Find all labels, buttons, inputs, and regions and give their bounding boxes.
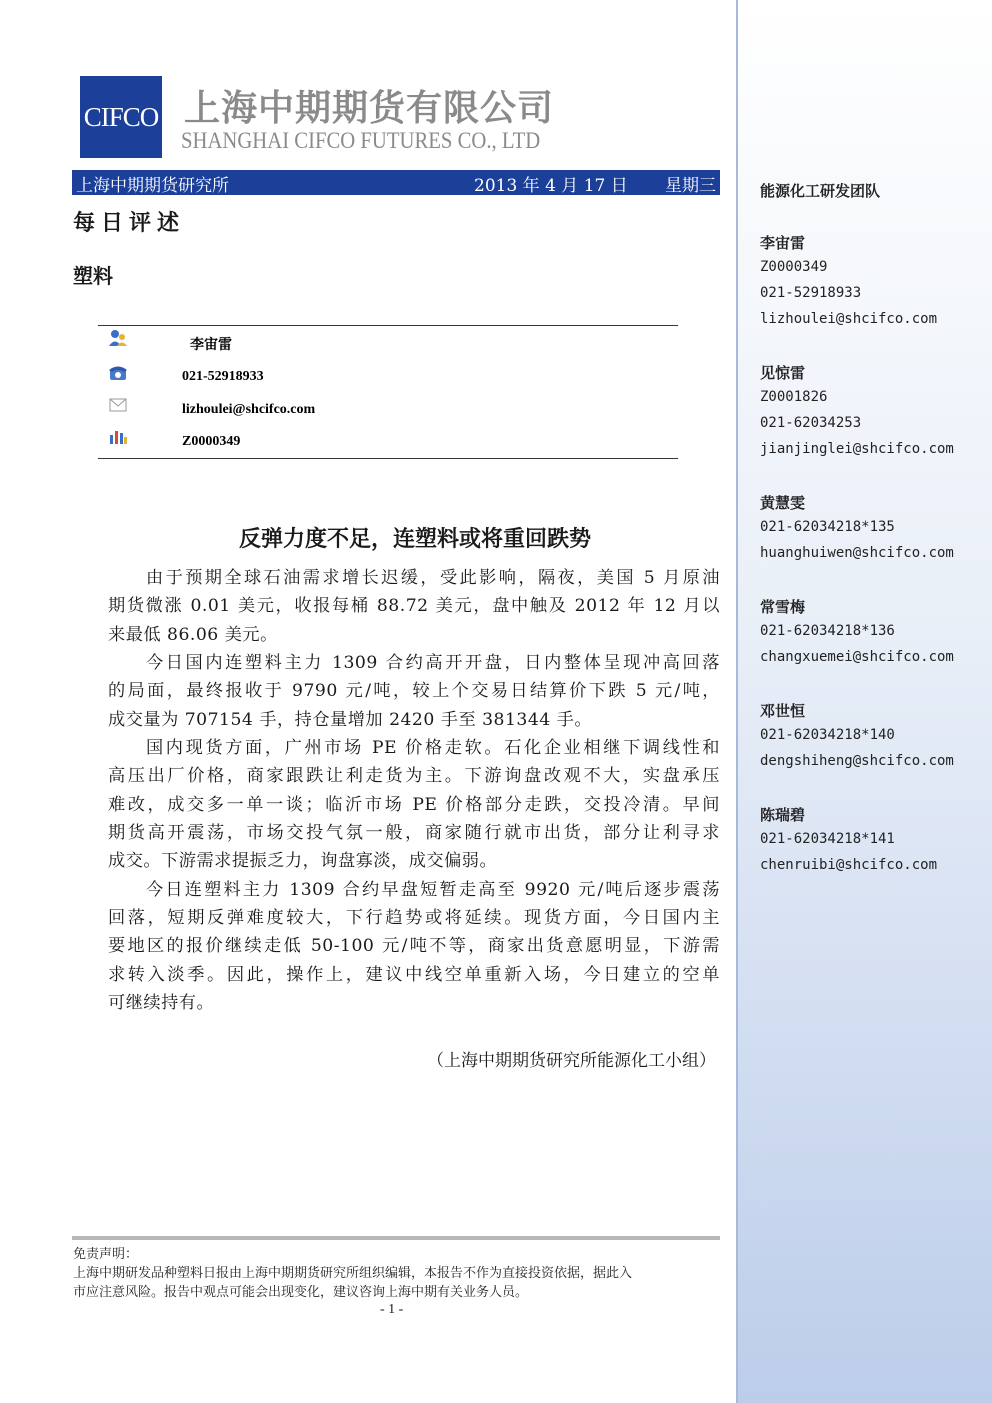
contact-name: 李宙雷	[190, 338, 232, 353]
member-name: 黄慧雯	[760, 494, 806, 512]
paragraph-1-line-1: 由于预期全球石油需求增长迟缓，受此影响，隔夜，美国 5 月原油	[146, 568, 720, 588]
chart-icon	[108, 427, 128, 445]
member-phone: 021-62034218*140	[760, 727, 895, 743]
disclaimer-label: 免责声明：	[73, 1247, 139, 1262]
member-name: 见惊雷	[760, 364, 806, 382]
member-license: Z0001826	[760, 389, 828, 405]
contact-bottom-rule	[98, 458, 678, 459]
mail-icon	[108, 396, 128, 414]
header-banner	[72, 170, 720, 195]
person-icon	[108, 329, 128, 347]
company-name-en: SHANGHAI CIFCO FUTURES CO., LTD	[181, 128, 541, 153]
member-email[interactable]: chenruibi@shcifco.com	[760, 857, 938, 873]
cifco-logo	[80, 76, 162, 158]
paragraph-3-line-5: 成交。下游需求提振乏力，询盘寡淡，成交偏弱。	[108, 851, 498, 871]
report-weekday: 星期三	[665, 176, 716, 196]
member-phone: 021-62034218*141	[760, 831, 895, 847]
article-title: 反弹力度不足，连塑料或将重回跌势	[238, 526, 591, 552]
member-email[interactable]: changxuemei@shcifco.com	[760, 649, 954, 665]
article-signature: （上海中期期货研究所能源化工小组）	[427, 1051, 716, 1071]
member-email[interactable]: jianjinglei@shcifco.com	[760, 441, 954, 457]
paragraph-3-line-4: 期货高开震荡，市场交投气氛一般，商家随行就市出货，部分让利寻求	[108, 823, 720, 843]
disclaimer-line-1: 上海中期研发品种塑料日报由上海中期期货研究所组织编辑，本报告不作为直接投资依据，据此入	[73, 1266, 633, 1281]
paragraph-4-line-4: 求转入淡季。因此，操作上，建议中线空单重新入场，今日建立的空单	[108, 965, 720, 985]
member-phone: 021-52918933	[760, 285, 862, 301]
logo-text: CIFCO	[83, 101, 159, 132]
telephone-icon	[108, 364, 128, 382]
member-license: Z0000349	[760, 259, 828, 275]
team-sidebar	[736, 0, 992, 1403]
paragraph-4-line-5: 可继续持有。	[108, 993, 215, 1013]
paragraph-2-line-1: 今日国内连塑料主力 1309 合约高开开盘，日内整体呈现冲高回落	[146, 653, 720, 673]
member-email[interactable]: lizhoulei@shcifco.com	[760, 311, 938, 327]
footer-rule	[72, 1236, 720, 1240]
company-name-cn: 上海中期期货有限公司	[184, 88, 555, 129]
institute-name: 上海中期期货研究所	[76, 176, 229, 196]
member-phone: 021-62034218*136	[760, 623, 895, 639]
report-date: 2013 年 4 月 17 日	[474, 176, 628, 196]
contact-email[interactable]: lizhoulei@shcifco.com	[182, 402, 316, 417]
contact-license: Z0000349	[182, 434, 241, 449]
paragraph-3-line-1: 国内现货方面，广州市场 PE 价格走软。石化企业相继下调线性和	[146, 738, 720, 758]
paragraph-1-line-3: 来最低 86.06 美元。	[108, 625, 278, 645]
page-number: - 1 -	[380, 1302, 404, 1317]
member-name: 邓世恒	[760, 702, 806, 720]
member-name: 陈瑞碧	[760, 806, 806, 824]
contact-top-rule	[98, 325, 678, 326]
contact-phone: 021-52918933	[182, 369, 264, 384]
product-title: 塑料	[73, 264, 113, 288]
member-email[interactable]: dengshiheng@shcifco.com	[760, 753, 954, 769]
paragraph-4-line-2: 回落，短期反弹难度较大，下行趋势或将延续。现货方面，今日国内主	[108, 908, 720, 928]
paragraph-1-line-2: 期货微涨 0.01 美元，收报每桶 88.72 美元，盘中触及 2012 年 12 月以	[108, 596, 720, 616]
paragraph-2-line-2: 的局面，最终报收于 9790 元/吨，较上个交易日结算价下跌 5 元/吨，	[108, 681, 720, 701]
paragraph-3-line-3: 难改，成交多一单一谈；临沂市场 PE 价格部分走跌，交投冷清。早间	[108, 795, 720, 815]
paragraph-4-line-1: 今日连塑料主力 1309 合约早盘短暂走高至 9920 元/吨后逐步震荡	[146, 880, 720, 900]
section-title: 每日评述	[73, 210, 186, 236]
disclaimer-line-2: 市应注意风险。报告中观点可能会出现变化，建议咨询上海中期有关业务人员。	[73, 1285, 529, 1300]
member-name: 李宙雷	[760, 234, 806, 252]
member-name: 常雪梅	[760, 598, 806, 616]
member-phone: 021-62034253	[760, 415, 862, 431]
member-phone: 021-62034218*135	[760, 519, 895, 535]
member-email[interactable]: huanghuiwen@shcifco.com	[760, 545, 954, 561]
paragraph-2-line-3: 成交量为 707154 手，持仓量增加 2420 手至 381344 手。	[108, 710, 593, 730]
team-title: 能源化工研发团队	[760, 182, 881, 200]
paragraph-3-line-2: 高压出厂价格，商家跟跌让利走货为主。下游询盘改观不大，实盘承压	[108, 766, 720, 786]
paragraph-4-line-3: 要地区的报价继续走低 50-100 元/吨不等，商家出货意愿明显，下游需	[108, 936, 720, 956]
